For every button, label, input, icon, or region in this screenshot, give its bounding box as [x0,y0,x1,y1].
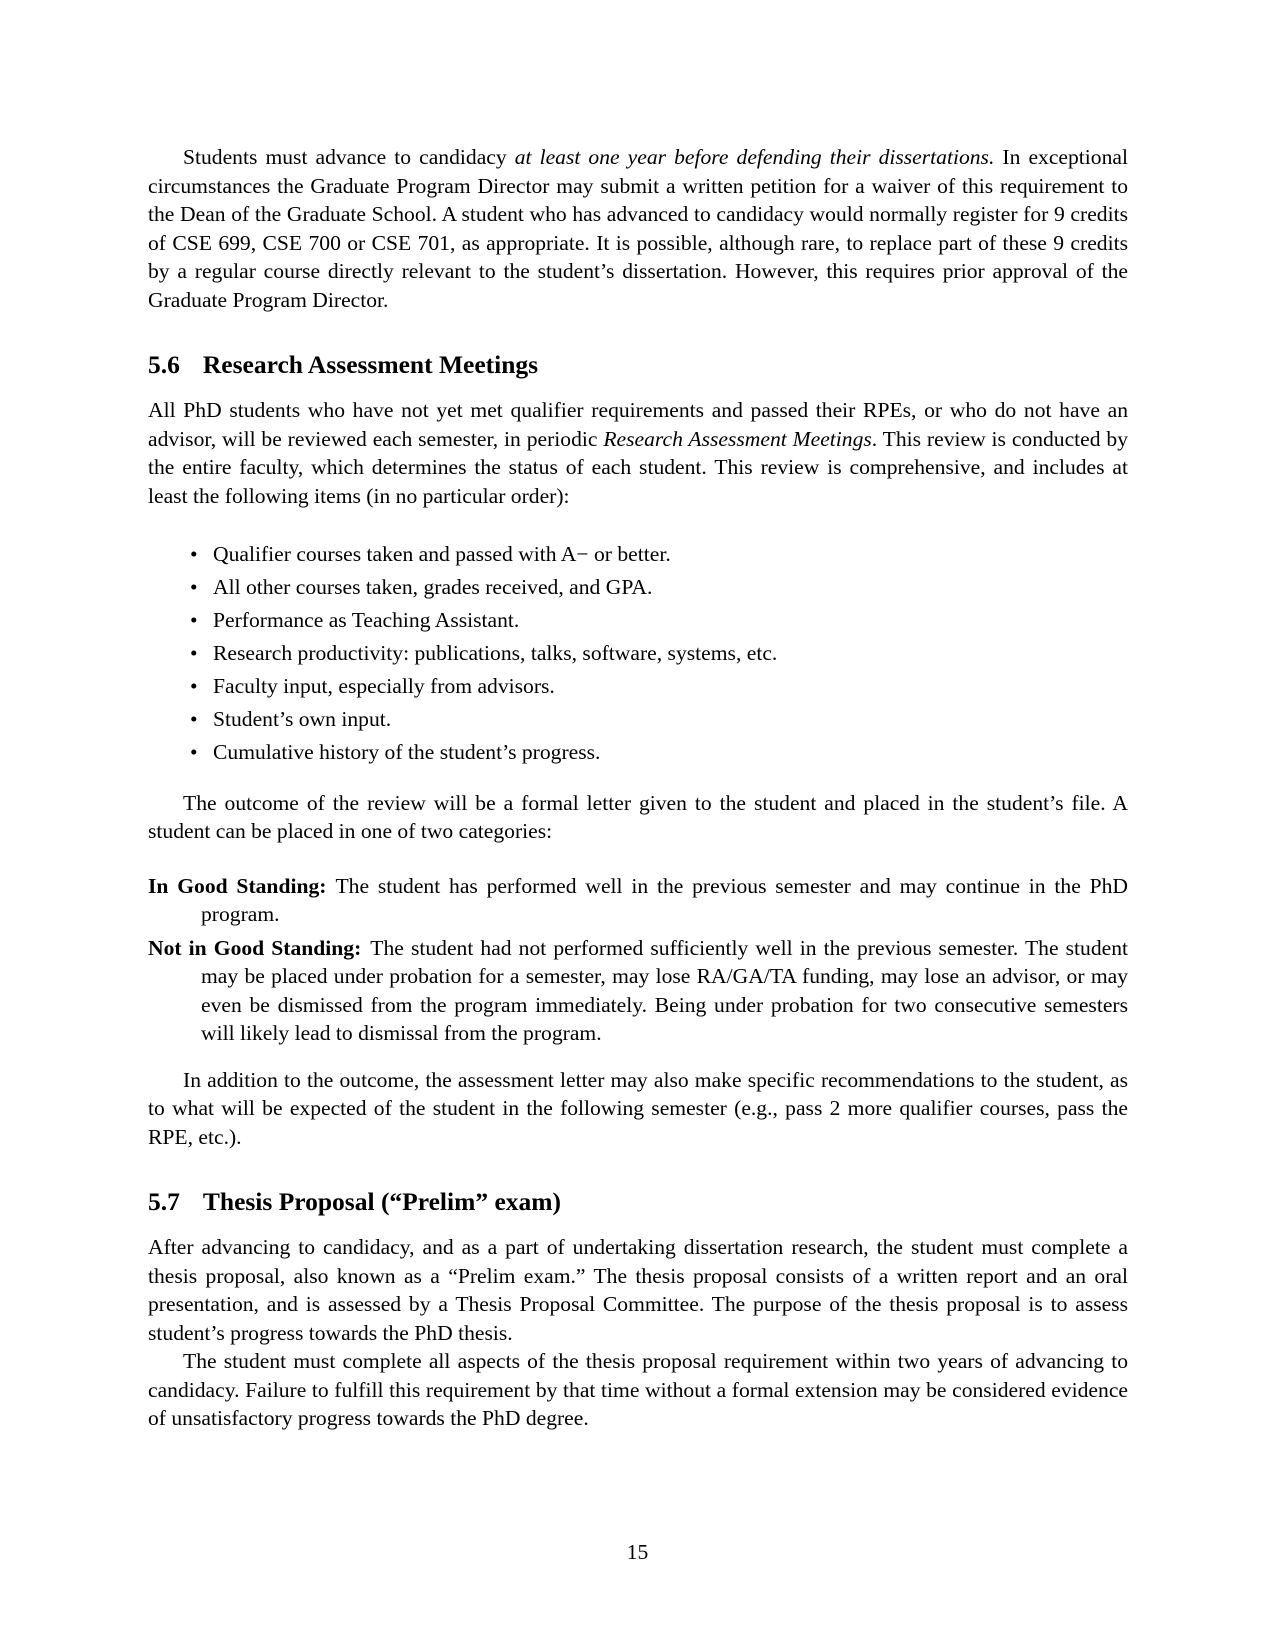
review-items-list [148,540,1128,767]
definition-not-in-good-standing [148,934,1128,1048]
definition-in-good-standing [148,872,1128,929]
bullet-icon: • [190,674,198,698]
page-content [148,143,1128,1433]
bullet-icon: • [190,740,198,764]
bullet-icon: • [190,575,198,599]
bullet-icon: • [190,641,198,665]
section-heading-5-7 [148,1187,1128,1217]
section-title: Research Assessment Meetings [202,350,539,379]
bullet-icon: • [190,707,198,731]
list-item [148,705,1128,734]
section-number: 5.6 [148,350,180,379]
paragraph-review-intro: All PhD students who have not yet met qualifier requirements and passed their RPEs, or who do not have an advisor, will be reviewed each semester, in periodic Research Assessment Meetings. This review is conducted by the entire faculty, which determines the status of each student. This review is comprehensive, and includes at least the following items (in no particular order): [148,398,1129,508]
bullet-icon: • [190,608,198,632]
bullet-item-text: Research productivity: publications, talks, software, systems, etc. [213,641,778,665]
paragraph-recommendations: In addition to the outcome, the assessment letter may also make specific recommendations to the student, as to what will be expected of the student in the following semester (e.g., pass 2 more qualifier courses, pass the RPE, etc.). [148,1067,1128,1149]
definition-text: The student has performed well in the previous semester and may continue in the PhD program. [201,873,1129,926]
bullet-item-text: Cumulative history of the student’s progress. [213,740,601,764]
definition-label: In Good Standing: [148,873,327,898]
bullet-item-text: Performance as Teaching Assistant. [213,608,520,632]
list-item [148,540,1128,569]
section-heading-5-6 [148,350,1128,380]
bullet-item-text: Faculty input, especially from advisors. [213,674,555,698]
bullet-item-text: Qualifier courses taken and passed with A− or better. [213,542,671,566]
list-item [148,573,1128,602]
section-title: Thesis Proposal (“Prelim” exam) [202,1187,562,1216]
bullet-item-text: All other courses taken, grades received, and GPA. [213,575,653,599]
page-number: 15 [626,1540,649,1564]
paragraph-candidacy-rules: Students must advance to candidacy at least one year before defending their dissertations. In exceptional circumstances the Graduate Program Director may submit a written petition for a waiver of this requirement to the Dean of the Graduate School. A student who has advanced to candidacy would normally register for 9 credits of CSE 699, CSE 700 or CSE 701, as appropriate. It is possible, although rare, to replace part of these 9 credits by a regular course directly relevant to the student’s dissertation. However, this requires prior approval of the Graduate Program Director. [148,145,1128,312]
list-item [148,738,1128,767]
paragraph-two-years: The student must complete all aspects of the thesis proposal requirement within two years of advancing to candidacy. Failure to fulfill this requirement by that time without a formal extension may be considered evidence of unsatisfactory progress towards the PhD degree. [148,1349,1128,1430]
bullet-icon: • [190,542,198,566]
definition-text: The student had not performed sufficiently well in the previous semester. The student may be placed under probation for a semester, may lose RA/GA/TA funding, may lose an advisor, or may even be dismissed from the program immediately. Being under probation for two consecutive semesters will likely lead to dismissal from the program. [201,935,1128,1045]
definition-label: Not in Good Standing: [148,935,362,960]
list-item [148,672,1128,701]
section-number: 5.7 [148,1187,180,1216]
standing-definitions [148,872,1128,1048]
paragraph-outcome: The outcome of the review will be a formal letter given to the student and placed in the student’s file. A student can be placed in one of two categories: [148,790,1128,843]
bullet-item-text: Student’s own input. [213,707,392,731]
paragraph-thesis-proposal: After advancing to candidacy, and as a part of undertaking dissertation research, the student must complete a thesis proposal, also known as a “Prelim exam.” The thesis proposal consists of a written report and an oral presentation, and is assessed by a Thesis Proposal Committee. The purpose of the thesis proposal is to assess student’s progress towards the PhD thesis. [148,1235,1128,1345]
list-item [148,606,1128,635]
list-item [148,639,1128,668]
